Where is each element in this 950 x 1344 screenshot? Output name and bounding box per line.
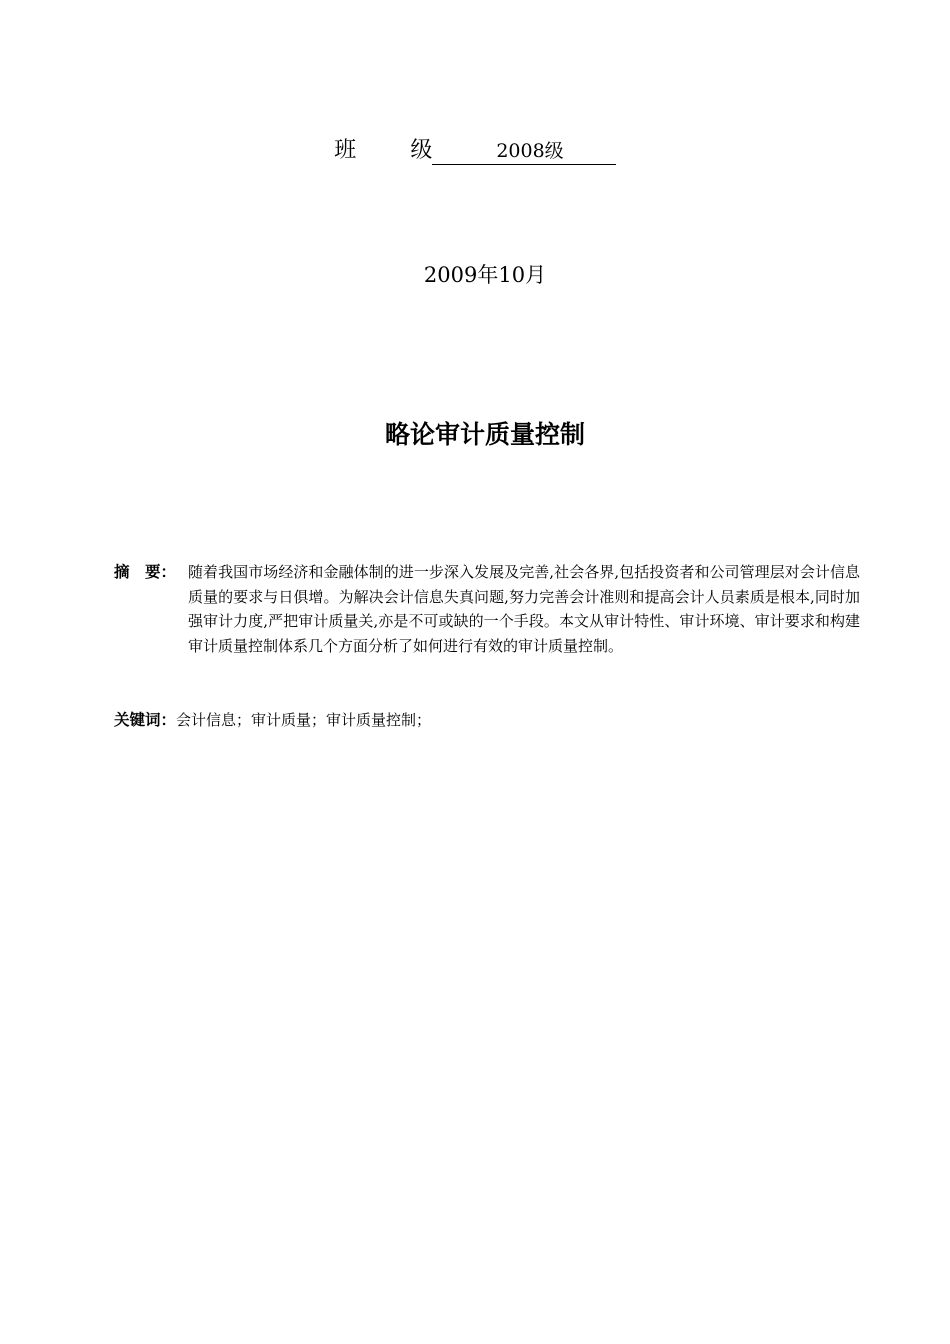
keywords-section (114, 708, 431, 732)
abstract-heading: 摘 要： (114, 563, 177, 581)
class-label-char-1: 班 (334, 138, 357, 163)
abstract-text: 随着我国市场经济和金融体制的进一步深入发展及完善,社会各界,包括投资者和公司管理层对会计信息质量的要求与日俱增。为解决会计信息失真问题,努力完善会计准则和提高会计人员素质是根本,同时加强审计力度,严把审计质量关,亦是不可或缺的一个手段。本文从审计特性、审计环境、审计要求和构建审计质量控制体系几个方面分析了如何进行有效的审计质量控制。 (188, 563, 860, 655)
class-label-char-2: 级 (410, 138, 433, 163)
class-line (0, 136, 950, 166)
document-title: 略论审计质量控制 (384, 420, 585, 449)
abstract-section (114, 560, 860, 658)
keywords-text: 会计信息；审计质量；审计质量控制； (176, 711, 432, 729)
keywords-heading: 关键词： (114, 711, 177, 729)
class-value-field: 2008级 (432, 138, 615, 165)
document-date: 2009年10月 (423, 263, 547, 287)
